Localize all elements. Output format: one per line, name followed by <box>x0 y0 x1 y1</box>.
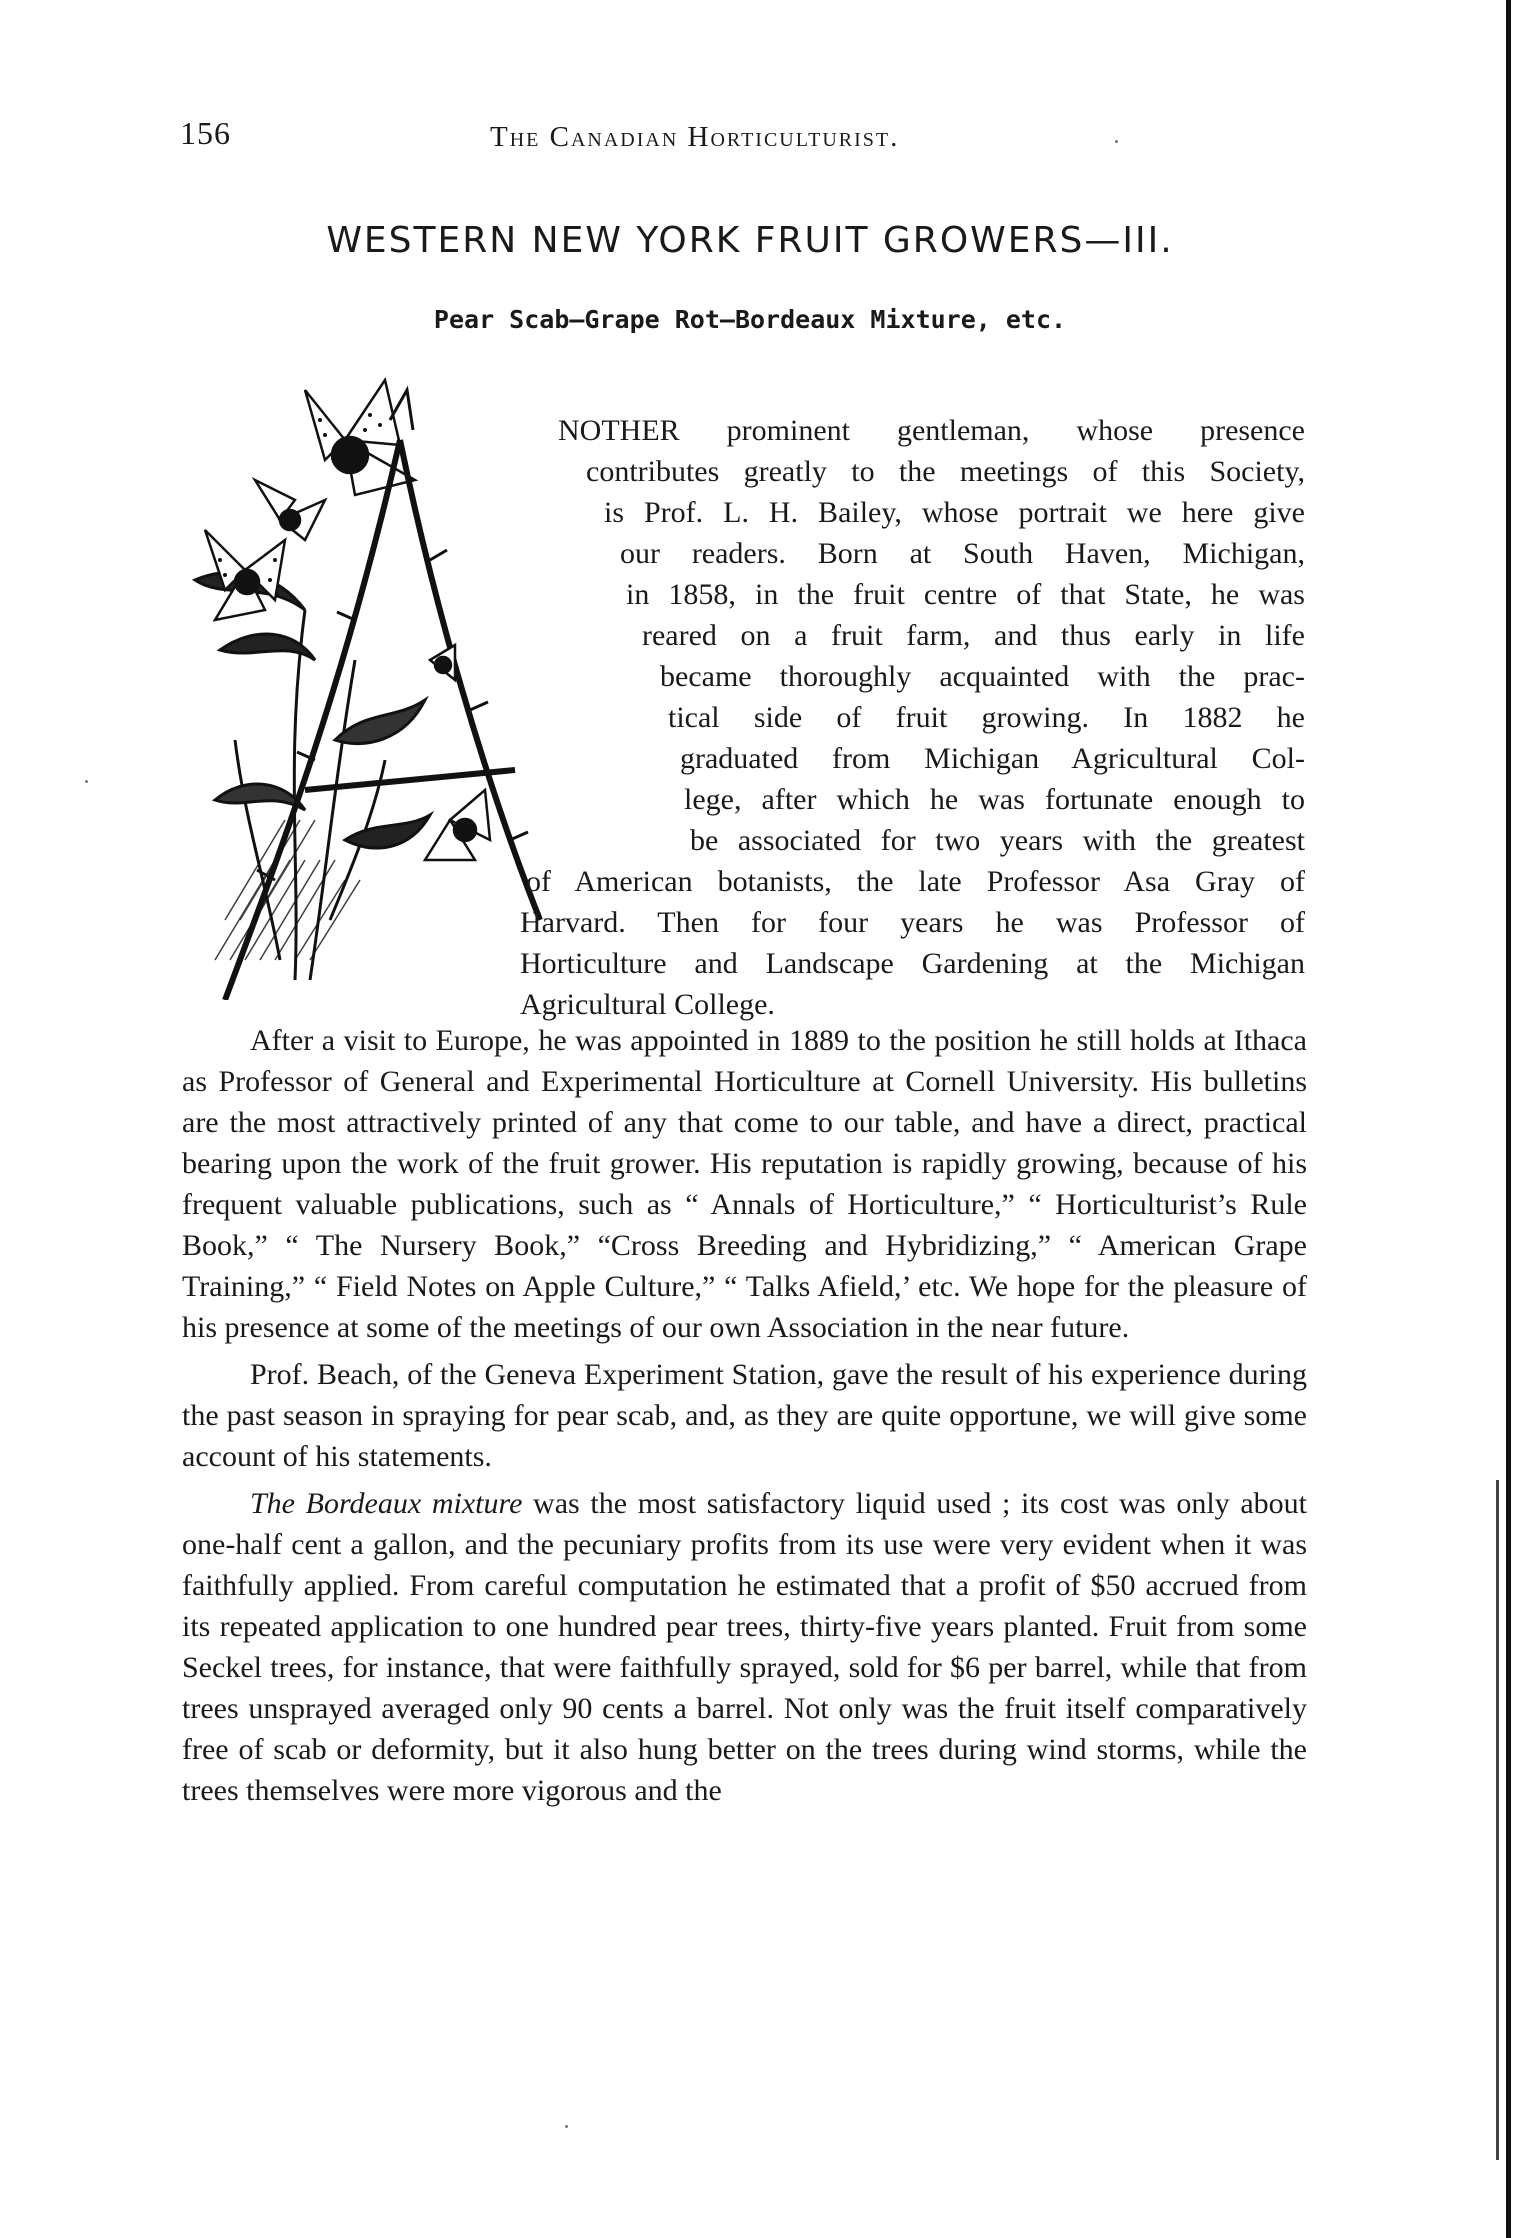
intro-line: in 1858, in the fruit centre of that State, he was <box>626 578 1305 611</box>
article-title: WESTERN NEW YORK FRUIT GROWERS—III. <box>326 220 1174 261</box>
running-head <box>180 115 1100 165</box>
intro-line: graduated from Michigan Agricultural Col- <box>680 742 1305 775</box>
intro-line: contributes greatly to the meetings of this Society, <box>586 455 1305 488</box>
page-edge-shadow <box>1496 1480 1499 2160</box>
paragraph-bordeaux-mixture <box>182 1483 1307 1811</box>
paragraph-bailey-career: After a visit to Europe, he was appointed in 1889 to the position he still holds at Ithaca as Professor of General and Experimental Horticulture at Cornell University. His bulletins are the most attractively printed of any that come to our table, and have a direct, practical bearing upon the work of the fruit grower. His reputation is rapidly growing, because of his frequent valuable publications, such as “ Annals of Horticulture,” “ Horticulturist’s Rule Book,” “ The Nursery Book,” “Cross Breeding and Hybridizing,” “ American Grape Training,” “ Field Notes on Apple Culture,” “ Talks Afield,’ etc. We hope for the pleasure of his presence at some of the meetings of our own Association in the near future. <box>182 1024 1307 1344</box>
page-edge-rule <box>1506 0 1511 2238</box>
page-number: 156 <box>180 115 231 151</box>
intro-line: of American botanists, the late Professor Asa Gray of <box>526 865 1305 898</box>
intro-line: Horticulture and Landscape Gardening at the Michigan <box>520 947 1305 980</box>
bordeaux-mixture-text: was the most satisfactory liquid used ; its cost was only about one-half cent a gallon, and the pecuniary profits from its use were very evident when it was faithfully applied. From careful computation he estimated that a profit of $50 accrued from its repeated application to one hundred pear trees, thirty-five years planted. Fruit from some Seckel trees, for instance, that were faithfully sprayed, sold for $6 per barrel, while that from trees unsprayed averaged only 90 cents a barrel. Not only was the fruit itself comparatively free of scab or deformity, but it also hung better on the trees during wind storms, while the trees themselves were more vigorous and the <box>182 1487 1307 1807</box>
intro-paragraph <box>520 410 1305 1025</box>
intro-line: NOTHER prominent gentleman, whose presence <box>558 414 1305 447</box>
print-speck <box>85 780 88 783</box>
intro-line: reared on a fruit farm, and thus early in life <box>642 619 1305 652</box>
paragraph-prof-beach: Prof. Beach, of the Geneva Experiment Station, gave the result of his experience during the past season in spraying for pear scab, and, as they are quite opportune, we will give some account of his statements. <box>182 1358 1307 1473</box>
print-speck <box>565 2125 568 2128</box>
intro-line: is Prof. L. H. Bailey, whose portrait we here give <box>604 496 1305 529</box>
intro-line: became thoroughly acquainted with the prac- <box>660 660 1305 693</box>
intro-line: our readers. Born at South Haven, Michigan, <box>620 537 1305 570</box>
bordeaux-mixture-term: The Bordeaux mixture <box>250 1487 523 1520</box>
intro-line: Agricultural College. <box>520 988 775 1021</box>
article-body <box>182 1020 1307 1817</box>
intro-line: tical side of fruit growing. In 1882 he <box>668 701 1305 734</box>
intro-line: Harvard. Then for four years he was Professor of <box>520 906 1305 939</box>
intro-line: be associated for two years with the greatest <box>690 824 1305 857</box>
article-subtitle: Pear Scab—Grape Rot—Bordeaux Mixture, etc. <box>433 305 1067 334</box>
journal-title: The Canadian Horticulturist. <box>490 121 900 153</box>
print-speck <box>1115 140 1118 143</box>
intro-line: lege, after which he was fortunate enough to <box>684 783 1305 816</box>
